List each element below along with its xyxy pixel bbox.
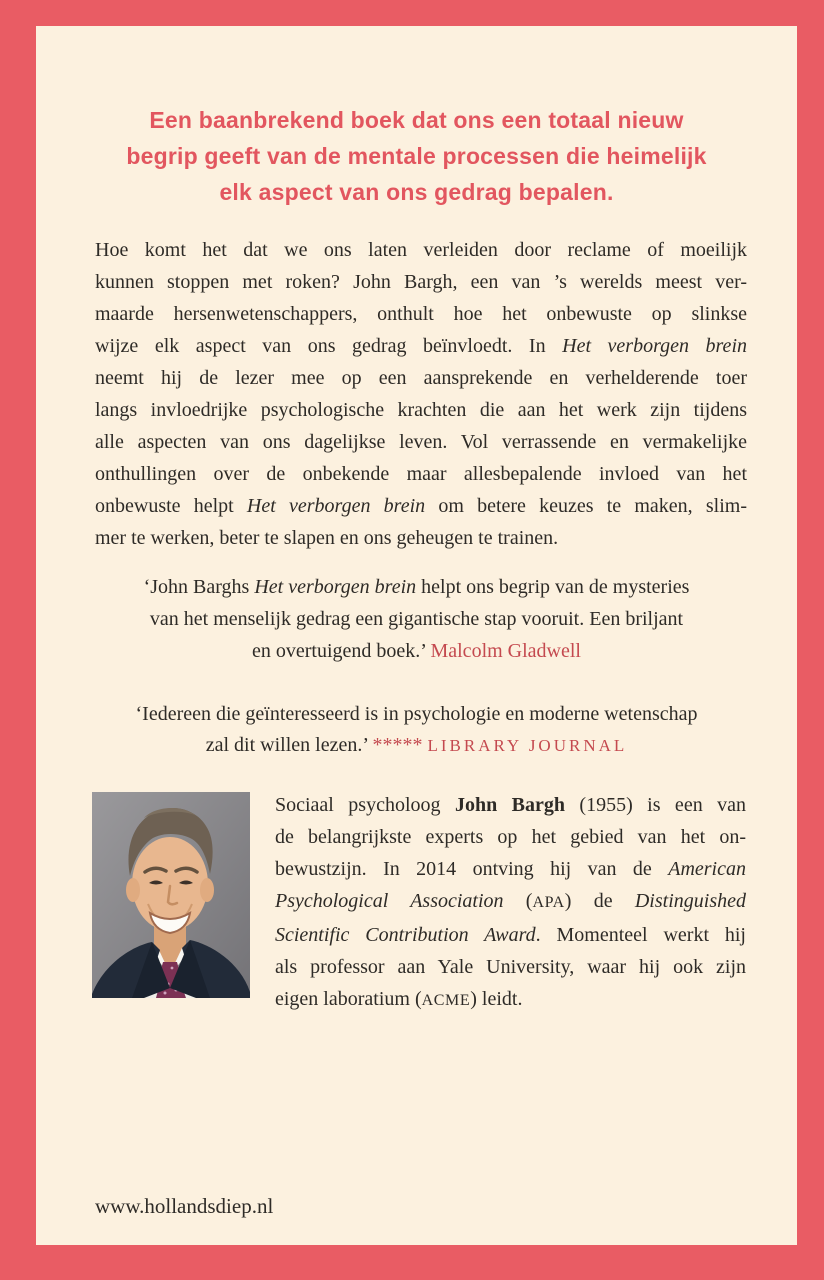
text-line: eigen laboratium (ACME) leidt. bbox=[275, 988, 523, 1010]
text-line: onbewuste helpt Het verborgen brein om betere keuzes te maken, slim- bbox=[95, 495, 747, 517]
text-line: Psychological Association (APA) de Distinguished bbox=[275, 890, 746, 912]
cover-page bbox=[36, 26, 797, 1245]
synopsis-paragraph bbox=[95, 234, 747, 554]
text-line: ‘John Barghs Het verborgen brein helpt ons begrip van de mysteries bbox=[143, 576, 690, 598]
author-bio-text bbox=[275, 789, 746, 1017]
text-line: Een baanbrekend boek dat ons een totaal nieuw bbox=[149, 107, 684, 133]
text-line: Sociaal psycholoog John Bargh (1955) is een van bbox=[275, 794, 746, 816]
text-line: onthullingen over de onbekende maar allesbepalende invloed van het bbox=[95, 463, 747, 485]
quote-library-journal bbox=[66, 699, 767, 761]
text-line: alle aspecten van ons dagelijkse leven. Vol verrassende en vermakelijke bbox=[95, 431, 747, 453]
text-line: wijze elk aspect van ons gedrag beïnvloedt. In Het verborgen brein bbox=[95, 335, 747, 357]
text-line: Scientific Contribution Award. Momenteel werkt hij bbox=[275, 924, 746, 946]
text-line: zal dit willen lezen.’ ***** LIBRARY JOURNAL bbox=[205, 734, 628, 756]
text-line: Hoe komt het dat we ons laten verleiden door reclame of moeilijk bbox=[95, 239, 747, 261]
portrait-illustration bbox=[92, 792, 250, 998]
headline-blurb bbox=[36, 102, 797, 210]
text-line: als professor aan Yale University, waar hij ook zijn bbox=[275, 956, 746, 978]
text-line: de belangrijkste experts op het gebied van het on- bbox=[275, 826, 746, 848]
text-line: van het menselijk gedrag een gigantische stap vooruit. Een briljant bbox=[149, 608, 684, 630]
text-line: langs invloedrijke psychologische krachten die aan het werk zijn tijdens bbox=[95, 399, 747, 421]
text-line: ‘Iedereen die geïnteresseerd is in psychologie en moderne wetenschap bbox=[135, 703, 698, 725]
text-line: elk aspect van ons gedrag bepalen. bbox=[219, 179, 614, 205]
quote-malcolm-gladwell bbox=[66, 571, 767, 667]
text-line: kunnen stoppen met roken? John Bargh, een van ’s werelds meest ver- bbox=[95, 271, 747, 293]
author-photo bbox=[92, 792, 250, 998]
text-line: mer te werken, beter te slapen en ons geheugen te trainen. bbox=[95, 527, 559, 549]
text-line: maarde hersenwetenschappers, onthult hoe het onbewuste op slinkse bbox=[95, 303, 747, 325]
text-line: begrip geeft van de mentale processen die heimelijk bbox=[126, 143, 707, 169]
publisher-url: www.hollandsdiep.nl bbox=[95, 1194, 274, 1218]
text-line: en overtuigend boek.’ Malcolm Gladwell bbox=[252, 640, 581, 662]
text-line: neemt hij de lezer mee op een aansprekende en verhelderende toer bbox=[95, 367, 747, 389]
text-line: bewustzijn. In 2014 ontving hij van de American bbox=[275, 858, 746, 880]
